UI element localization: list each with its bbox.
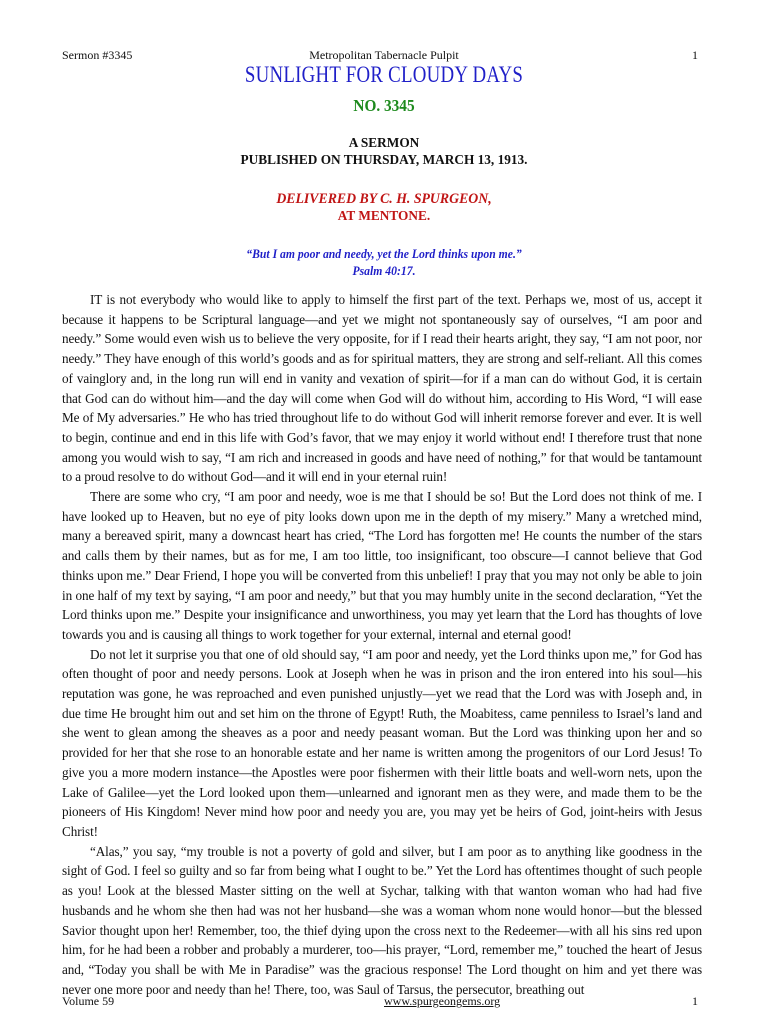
- scripture-quote: “But I am poor and needy, yet the Lord thinks upon me.”: [246, 246, 522, 261]
- publication-date: PUBLISHED ON THURSDAY, MARCH 13, 1913.: [240, 153, 528, 168]
- delivered-by: DELIVERED BY C. H. SPURGEON,: [276, 191, 492, 207]
- footer-volume: Volume 59: [62, 994, 115, 1008]
- footer-page-number: 1: [692, 994, 698, 1008]
- header-sermon-number: Sermon #3345: [62, 48, 133, 62]
- delivery-location: AT MENTONE.: [337, 209, 431, 224]
- paragraph: There are some who cry, “I am poor and needy, woe is me that I should be so! But the Lord does not think of me. I have looked up to Heaven, but no eye of pity looks down upon me in the depth of my misery.” Many a wretched mind, many a bereaved spirit, many a downcast heart has cried, “The Lord has forgotten me! He counts the number of the stars and calls them by their names, but as for me, I am too little, too insignificant, too obscure—I cannot believe that God thinks upon me.” Dear Friend, I hope you will be converted from this unbelief! I pray that you may not only be able to join in one half of my text by saying, “I am poor and needy,” but that you may humbly unite in the second declaration, “Yet the Lord thinks upon me.” Despite your insignificance and unworthiness, you may yet learn that the Lord has thoughts of love towards you and is causing all things to work together for your external, internal and eternal good!: [62, 489, 702, 642]
- sermon-body: [62, 290, 702, 999]
- sermon-title: SUNLIGHT FOR CLOUDY DAYS: [244, 62, 524, 87]
- scripture-reference: Psalm 40:17.: [352, 263, 416, 278]
- paragraph: Do not let it surprise you that one of old should say, “I am poor and needy, yet the Lord thinks upon me,” for God has often thought of poor and needy persons. Look at Joseph when he was in prison and the iron entered into his soul—his reputation was gone, he was reproached and even punished unjustly—yet we read that the Lord was with Joseph and, in due time He brought him out and set him on the throne of Egypt! Ruth, the Moabitess, came penniless to Israel’s land and she went to glean among the sheaves as a poor and needy peasant woman. But the Lord was thinking upon her and so provided for her that she rose to an honorable estate and her name is written among the progenitors of our Lord Jesus! To give you a more modern instance—the Apostles were poor fishermen with their little boats and well-worn nets, upon the Lake of Galilee—yet the Lord looked upon them—unlearned and ignorant men as they were, and made them to be the pioneers of His Kingdom! Never mind how poor and needy you are, you may yet be heirs of God, joint-heirs with Jesus Christ!: [62, 646, 702, 839]
- sermon-number: NO. 3345: [353, 96, 415, 115]
- website-link-text[interactable]: www.spurgeongems.org: [384, 994, 501, 1008]
- sermon-label: A SERMON: [348, 136, 420, 151]
- header-page-number: 1: [692, 48, 698, 62]
- header-publication: Metropolitan Tabernacle Pulpit: [309, 48, 459, 62]
- paragraph: IT is not everybody who would like to apply to himself the first part of the text. Perhaps we, most of us, accept it because it happens to be Scriptural language—and yet we might not spontaneously say of ourselves, “I am poor and needy.” Some would even wish us to believe the very opposite, for if I read their hearts aright, they say, “I am not poor, nor needy.” They have enough of this world’s goods and as for spiritual matters, they are strong and self-reliant. All this comes of vainglory and, in the long run will end in vanity and vexation of spirit—for if a man can do without God, it is certain that God can do without him—and the day will come when God will do without him, according to His Word, “I will ease Me of My adversaries.” He who has tried throughout life to do without God will inherit remorse forever and ever. It is well to begin, continue and end in this life with God’s favor, that we may enjoy it world without end! I therefore trust that none among you would wish to say, “I am rich and increased in goods and have need of nothing,” for that would be tantamount to a proud resolve to do without God—and it will end in your eternal ruin!: [62, 292, 702, 485]
- paragraph: “Alas,” you say, “my trouble is not a poverty of gold and silver, but I am poor as to anything like goodness in the sight of God. I feel so guilty and so far from being what I ought to be.” Yet the Lord has oftentimes thought of such people as you! Look at the blessed Master sitting on the well at Sychar, talking with that wanton woman who had had five husbands and he whom she then had was not her husband—she was a woman whom none would honor—but the blessed Savior thought upon her! Remember, too, the thief dying upon the cross next to the Redeemer—with all his sins red upon him, for he had been a robber and probably a murderer, too—his prayer, “Lord, remember me,” touched the heart of Jesus and, “Today you shall be with Me in Paradise” was the gracious response! The Lord thought on him and yet there was never one more poor and needy than he! There, too, was Saul of Tarsus, the persecutor, breathing out: [62, 843, 702, 997]
